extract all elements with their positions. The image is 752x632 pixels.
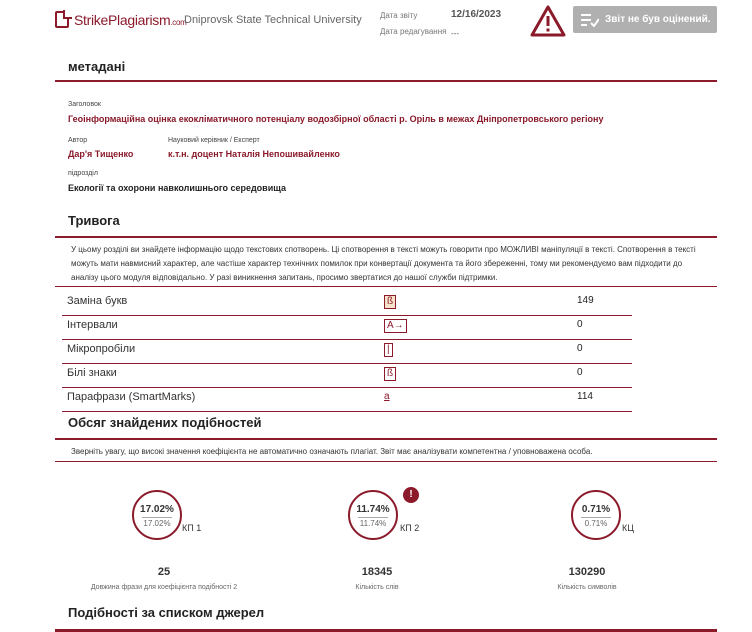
heading-value: Геоінформаційна оцінка екокліматичного потенціалу водозбірної області р. Оріль в межах Дніпропетровського регіону [68,114,604,124]
alert-row-white-chars[interactable]: Білі знаки ß 0 [62,364,632,388]
university-name: Dniprovsk State Technical University [184,14,362,26]
stat-word-count-value: 18345 [361,566,393,578]
stat-char-count-value: 130290 [568,566,606,578]
list-check-icon [581,13,599,27]
date-values [451,5,501,43]
edit-date-value: --- [451,29,459,38]
intervals-icon: A→ [384,319,407,333]
alert-table-top-rule [55,286,717,287]
metadata-divider [55,80,717,82]
alert-section-title: Тривога [68,213,120,228]
status-button-label: Звіт не був оцінений. [605,14,711,25]
exclamation-icon[interactable]: ! [403,487,419,503]
stat-char-count-label: Кількість символів [557,584,617,591]
alert-row-microspaces[interactable]: Мікропробіли | 0 [62,340,632,364]
gauge-separator [358,517,388,518]
gauge-separator [142,517,172,518]
gauge-label-kp1: КП 1 [182,523,202,533]
logo-text: StrikePlagiarism.com [74,11,187,28]
author-label: Автор [68,137,88,144]
document-logo-icon [55,11,69,28]
alert-row-letter-replacement[interactable]: Заміна букв ß 149 [62,292,632,316]
department-label: підрозділ [68,170,98,177]
microspace-icon: | [384,343,393,357]
alert-description: У цьому розділі ви знайдете інформацію щодо текстових спотворень. Ці спотворення в тексті можуть говорити про МОЖЛИВІ маніпуляції в тексті. Спотворення в тексті можуть мати навмисний характер, але частіше характер технічних помилок при конвертації документа та його збереженні, тому ми рекомендуємо вам підходити до аналізу цього модуля відповідально. У разі виникнення запитань, просимо звертатися до нашої служби підтримки. [71,245,696,282]
supervisor-label: Науковий керівник / Експерт [168,137,260,144]
strikeplagiarism-logo [55,11,187,28]
heading-label: Заголовок [68,101,101,108]
report-status-button[interactable] [573,6,717,33]
report-date-value: 12/16/2023 [451,9,502,20]
department-value: Екології та охорони навколишнього середовища [68,183,286,193]
alert-row-intervals[interactable]: Інтервали A→ 0 [62,316,632,340]
gauge-label-kc: КЦ [622,523,634,533]
stat-word-count-label: Кількість слів [355,584,399,591]
white-char-icon: ß [384,367,396,381]
date-labels [380,8,446,40]
alert-divider [55,236,717,238]
supervisor-value: к.т.н. доцент Наталія Непошивайленко [168,149,340,159]
stat-phrase-length-label: Довжина фрази для коефіцієнта подібності 2 [90,584,238,591]
stat-phrase-length-value: 25 [157,566,171,578]
alert-table [62,292,632,412]
metadata-section-title: метадані [68,59,126,74]
letter-replacement-icon: ß [384,295,396,309]
warning-triangle-icon [530,5,566,37]
gauge-separator [581,517,611,518]
edit-date-label: Дата редагування [380,27,447,36]
similarity-section-title: Обсяг знайдених подібностей [68,415,262,430]
report-header [0,0,752,46]
smartmarks-icon: a [384,391,390,402]
similarity-note: Зверніть увагу, що високі значення коефіцієнта не автоматично означають плагіат. Звіт має аналізувати компетентна / уповноважена особа. [71,447,593,456]
similarity-gauge-kp2[interactable]: 11.74% 11.74% [348,490,398,540]
gauge-label-kp2: КП 2 [400,523,420,533]
sources-section-title: Подібності за списком джерел [68,605,265,620]
similarity-divider [55,438,717,440]
alert-row-paraphrases[interactable]: Парафрази (SmartMarks) a 114 [62,388,632,412]
author-value: Дар'я Тищенко [68,149,134,159]
report-date-label: Дата звіту [380,11,418,20]
similarity-note-rule [55,461,717,462]
similarity-gauge-kc[interactable]: 0.71% 0.71% [571,490,621,540]
similarity-gauge-kp1[interactable]: 17.02% 17.02% [132,490,182,540]
